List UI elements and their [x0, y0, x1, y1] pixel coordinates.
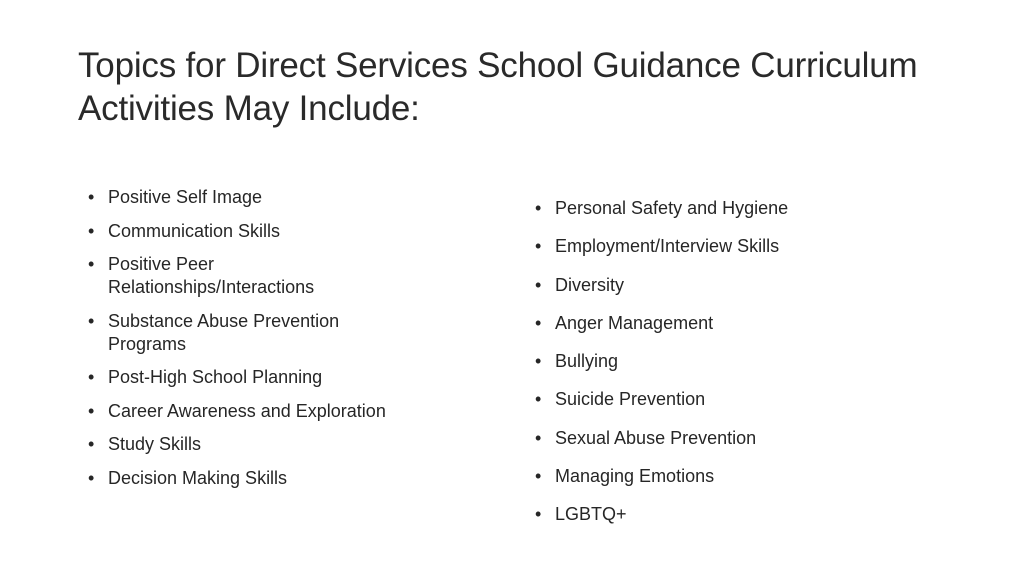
- list-item-text: Positive Self Image: [108, 187, 263, 207]
- list-item-text: Study Skills: [108, 434, 202, 454]
- slide-title-line-2: Activities May Include:: [78, 89, 420, 128]
- list-item-text: Anger Management: [555, 312, 714, 333]
- left-topic-list: [88, 186, 418, 500]
- list-item-text: Employment/Interview Skills: [555, 236, 780, 257]
- bullet-icon: •: [88, 254, 95, 274]
- bullet-icon: •: [535, 427, 542, 448]
- list-item: [88, 400, 418, 423]
- list-item: [88, 310, 378, 356]
- list-item-text: Post-High School Planning: [108, 367, 323, 387]
- list-item: [88, 253, 348, 299]
- bullet-icon: •: [88, 220, 95, 241]
- bullet-icon: •: [88, 400, 95, 421]
- list-item: [535, 350, 865, 373]
- list-item: [88, 467, 418, 490]
- list-item-text: Decision Making Skills: [108, 467, 288, 488]
- list-item-text: Diversity: [555, 274, 625, 295]
- bullet-icon: •: [535, 198, 542, 218]
- bullet-icon: •: [535, 351, 542, 372]
- list-item: [88, 186, 418, 209]
- bullet-icon: •: [535, 466, 542, 487]
- list-item: [535, 427, 865, 450]
- bullet-icon: •: [88, 467, 95, 488]
- list-item-text: Positive Peer Relationships/Interactions: [108, 254, 315, 297]
- slide-title: [78, 44, 978, 130]
- list-item: [535, 503, 865, 526]
- list-item: [535, 312, 865, 335]
- list-item-text: Career Awareness and Exploration: [108, 400, 386, 421]
- bullet-icon: •: [88, 187, 95, 207]
- list-item: [88, 220, 418, 243]
- list-item: [535, 465, 865, 488]
- list-item-text: LGBTQ+: [555, 504, 627, 525]
- bullet-icon: •: [535, 312, 542, 333]
- list-item: [535, 235, 865, 258]
- list-item: [535, 388, 865, 411]
- list-item-text: Suicide Prevention: [555, 389, 706, 410]
- list-item: [535, 197, 865, 220]
- bullet-icon: •: [88, 434, 95, 454]
- list-item-text: Personal Safety and Hygiene: [555, 198, 789, 218]
- bullet-icon: •: [88, 367, 95, 387]
- bullet-icon: •: [535, 236, 542, 257]
- list-item-text: Substance Abuse Prevention Programs: [108, 310, 340, 354]
- list-item-text: Managing Emotions: [555, 466, 715, 487]
- bullet-icon: •: [88, 310, 95, 331]
- list-item-text: Bullying: [555, 351, 619, 372]
- list-item: [88, 433, 418, 456]
- slide-title-line-1: Topics for Direct Services School Guidance Curriculum: [78, 46, 918, 85]
- list-item: [535, 274, 865, 297]
- bullet-icon: •: [535, 504, 542, 525]
- list-item: [88, 366, 418, 389]
- list-item-text: Sexual Abuse Prevention: [555, 427, 757, 448]
- bullet-icon: •: [535, 389, 542, 410]
- bullet-icon: •: [535, 274, 542, 295]
- right-topic-list: [535, 197, 865, 542]
- list-item-text: Communication Skills: [108, 220, 281, 241]
